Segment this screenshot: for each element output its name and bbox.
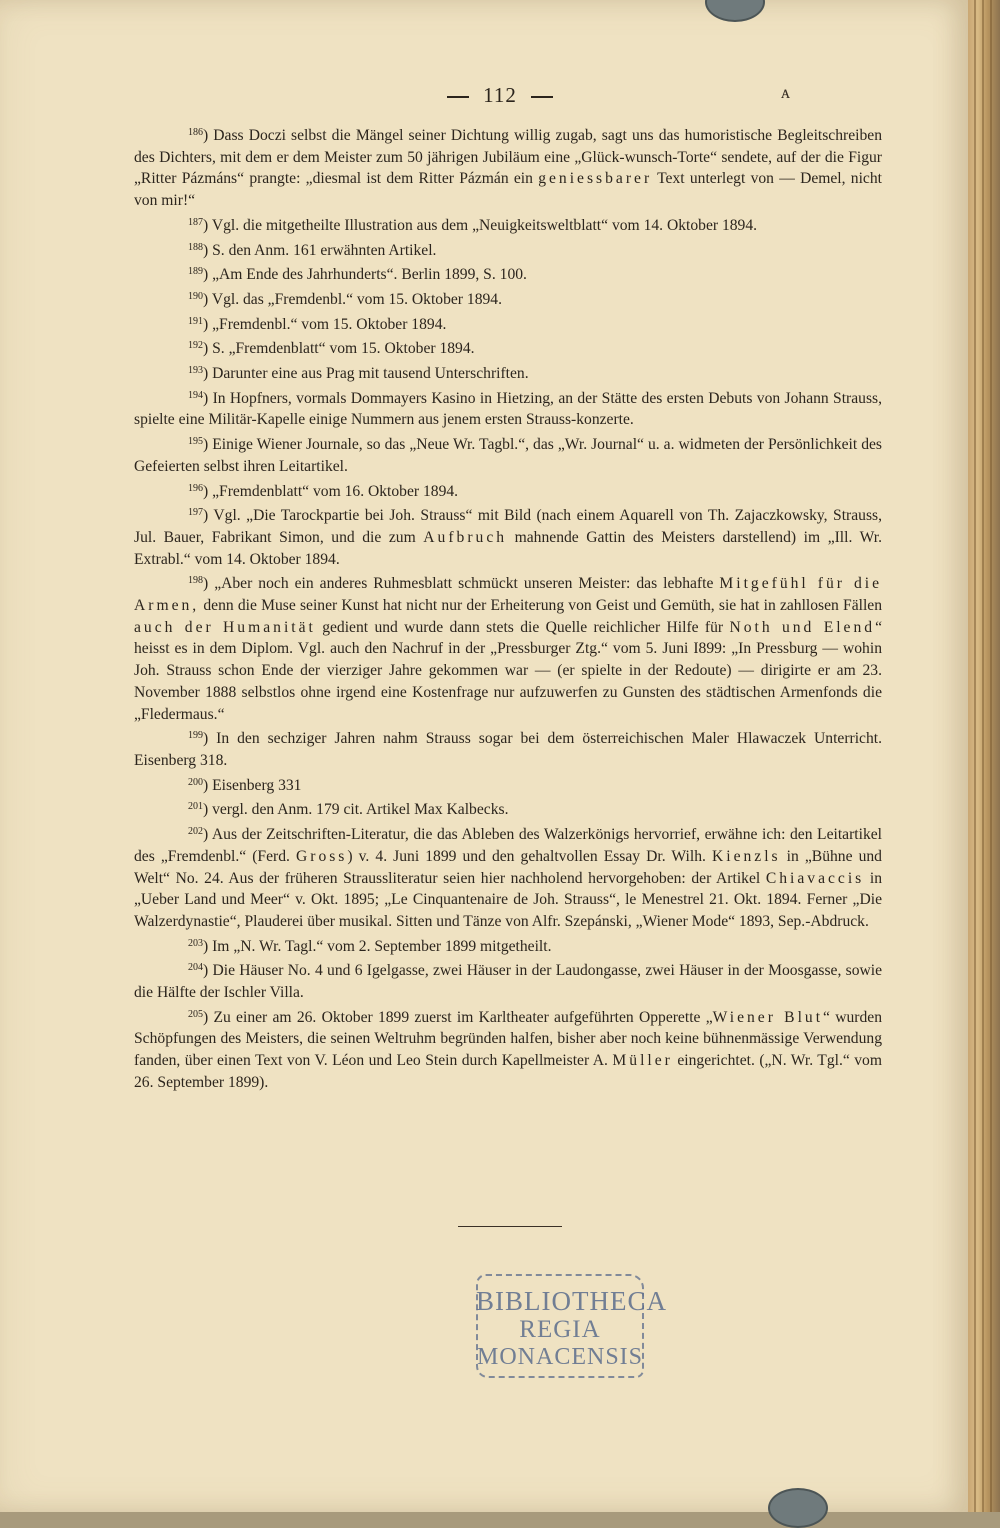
footnote <box>134 335 882 360</box>
footnote-paren: ) <box>203 340 213 358</box>
footnote-text: ) v. 4. Juni 1899 und den gehaltvollen Essay Dr. Wilh. <box>347 847 712 865</box>
footnote <box>134 957 882 1003</box>
footnote-number: 203 <box>188 937 203 949</box>
spaced-text: Noth und Elend <box>729 618 876 636</box>
footnote-text: “ wurden Schöpfungen des Meisters, die seinen Weltruhm begründen halfen, bisher aber noch keine bühnenmässige Verwendung fanden, über einen Text von V. Léon und Leo Stein durch Kapellmeister A. <box>134 1008 883 1070</box>
footnote-paren: ) <box>203 482 213 500</box>
footnote-text: In Hopfners, vormals Dommayers Kasino in Hietzing, an der Stätte des ersten Debuts von Johann Strauss, spielte eine Militär-Kapelle einige Nummern aus jenem ersten Strauss-konzerte. <box>134 389 883 429</box>
footnote-paren: ) <box>203 1008 214 1026</box>
footnote-number: 201 <box>188 801 203 813</box>
footnote-paren: ) <box>203 290 212 308</box>
footnote-text: Im „N. Wr. Tagl.“ vom 2. September 1899 mitgetheilt. <box>212 937 552 955</box>
footnote <box>134 431 882 477</box>
footnote-paren: ) <box>203 507 214 525</box>
footnote <box>134 237 882 262</box>
footnote <box>134 502 882 570</box>
footnote-text: Darunter eine aus Prag mit tausend Unterschriften. <box>212 365 529 383</box>
footnote-text: „Fremdenbl.“ vom 15. Oktober 1894. <box>212 315 447 333</box>
footnote-number: 192 <box>188 340 203 352</box>
footnote-paren: ) <box>203 575 215 593</box>
footnote <box>134 286 882 311</box>
footnote-paren: ) <box>203 436 213 454</box>
footnote-text: vergl. den Anm. 179 cit. Artikel Max Kalbecks. <box>212 801 509 819</box>
footnote <box>134 122 882 212</box>
footnote-text: Vgl. die mitgetheilte Illustration aus dem „Neuigkeitsweltblatt“ vom 14. Oktober 1894. <box>211 216 758 234</box>
footnote-text: in „Ueber Land und Meer“ v. Okt. 1895; „Le Cinquantenaire de Joh. Strauss“, le Menestrel 21. Okt. 1894. Ferner „Die Walzerdynastie“, Plauderei über musikal. Sitten und Tänze von Alfr. Szepánski, „Wiener Mode“ 1893, Sep.-Abdruck. <box>134 869 882 930</box>
stamp-line-2: REGIA <box>519 1316 601 1343</box>
footnote-number: 194 <box>188 389 203 401</box>
spaced-text: Müller <box>612 1052 673 1070</box>
footnote-number: 188 <box>188 241 203 253</box>
footnote-text: Vgl. das „Fremdenbl.“ vom 15. Oktober 1894. <box>211 290 502 308</box>
header-dash-right <box>531 96 553 98</box>
footnote <box>134 261 882 286</box>
footnote-text: Eisenberg 331 <box>212 776 302 794</box>
footnote-paren: ) <box>203 241 213 259</box>
footnote-number: 199 <box>188 730 203 742</box>
footnote <box>134 821 882 933</box>
footnote-paren: ) <box>203 315 213 333</box>
footnote-number: 187 <box>188 216 203 228</box>
footnote-text: „Fremdenblatt“ vom 16. Oktober 1894. <box>212 482 459 500</box>
edge-line <box>974 0 976 1512</box>
footnote-number: 205 <box>188 1008 203 1020</box>
footnote-number: 204 <box>188 962 203 974</box>
footnote <box>134 933 882 958</box>
footnote <box>134 478 882 503</box>
footnote-text: eingerichtet. („N. Wr. Tgl.“ vom 26. September 1899). <box>134 1052 882 1091</box>
footnote-text: Dass Doczi selbst die Mängel seiner Dichtung willig zugab, sagt uns das humoristische Begleitschreiben des Dichters, mit dem er dem Meister zum 50 jährigen Jubiläum eine „Glück-wunsch-Torte“ sendete, auf der die Figur „Ritter Pázmáns“ prangte: „diesmal ist dem Ritter Pázmán ein <box>134 127 882 188</box>
footnote-text: Zu einer am 26. Oktober 1899 zuerst im Karltheater aufgeführten Opperette „ <box>213 1008 713 1026</box>
footnote-number: 198 <box>188 575 203 587</box>
footnote-text: Einige Wiener Journale, so das „Neue Wr. Tagbl.“, das „Wr. Journal“ u. a. widmeten der Persönlichkeit des Gefeierten selbst ihren Leitartikel. <box>134 436 882 475</box>
footnote-text: Aus der Zeitschriften-Literatur, die das Ableben des Walzerkönigs hervorrief, erwähne ich: den Leitartikel des „Fremdenbl.“ (Ferd. <box>134 826 882 865</box>
stamp-line-3: MONACENSIS <box>476 1344 644 1370</box>
corner-mark: ᴀ <box>781 82 791 102</box>
page-number: 112 <box>483 83 517 107</box>
spaced-text: Chiavaccis <box>765 869 865 887</box>
footnote-paren: ) <box>203 266 213 284</box>
footnote-text: „Am Ende des Jahrhunderts“. Berlin 1899, S. 100. <box>212 266 527 284</box>
footnote <box>134 570 882 725</box>
footnote <box>134 1004 882 1094</box>
footnote-number: 191 <box>188 315 203 327</box>
end-rule <box>458 1226 562 1227</box>
footnote-paren: ) <box>203 801 213 819</box>
footnote-number: 189 <box>188 266 203 278</box>
footnote <box>134 772 882 797</box>
footnote-text: gedient und wurde dann stets die Quelle reichlicher Hilfe für <box>315 618 730 636</box>
footnote-paren: ) <box>203 127 214 144</box>
footnote <box>134 360 882 385</box>
spaced-text: Aufbruch <box>423 528 508 546</box>
footnote-paren: ) <box>203 826 212 844</box>
footnote-text: Die Häuser No. 4 und 6 Igelgasse, zwei Häuser in der Laudongasse, zwei Häuser in der Moosgasse, sowie die Hälfte der Ischler Villa. <box>134 962 882 1002</box>
footnote-text: in „Bühne und Welt“ No. 24. Aus der früheren Straussliteratur seien hier nachholend hervorgehoben: der Artikel <box>134 847 882 887</box>
spaced-text: Mitgefühl für die Armen, <box>134 575 882 615</box>
footnote-text: denn die Muse seiner Kunst hat nicht nur der Erheiterung von Geist und Gemüth, sie hat in zahllosen Fällen <box>199 597 882 615</box>
footnote-text: S. „Fremdenblatt“ vom 15. Oktober 1894. <box>212 340 475 358</box>
footnote-text: Text unterlegt von — Demel, nicht von mir!“ <box>134 170 882 210</box>
footnote-number: 202 <box>188 826 203 838</box>
footnote-text: In den sechziger Jahren nahm Strauss sogar bei dem österreichischen Maler Hlawaczek Unterricht. Eisenberg 318. <box>134 730 883 769</box>
page-header <box>0 83 1000 108</box>
spaced-text: auch der Humanität <box>134 618 316 636</box>
footnote-number: 196 <box>188 482 203 494</box>
spaced-text: Gross <box>295 847 348 865</box>
footnotes-block <box>134 122 882 1094</box>
footnote-paren: ) <box>203 962 213 980</box>
footnote-number: 200 <box>188 776 203 788</box>
spaced-text: geniessbarer <box>538 170 653 188</box>
footnote <box>134 725 882 771</box>
footnote-paren: ) <box>203 730 217 748</box>
footnote-number: 193 <box>188 365 203 377</box>
footnote-text: mahnende Gattin des Meisters darstellend) im „Ill. Wr. Extrabl.“ vom 14. Oktober 1894. <box>134 528 882 568</box>
binding-tab-bottom <box>768 1488 828 1528</box>
footnote-number: 195 <box>188 436 203 448</box>
edge-line <box>990 0 992 1512</box>
header-dash-left <box>447 96 469 98</box>
footnote <box>134 796 882 821</box>
footnote-text: S. den Anm. 161 erwähnten Artikel. <box>212 241 437 259</box>
footnote-text: „Aber noch ein anderes Ruhmesblatt schmückt unseren Meister: das lebhafte <box>214 575 720 593</box>
footnote-text: “ heisst es in dem Diplom. Vgl. auch den Nachruf in der „Pressburger Ztg.“ vom 5. Juni I899: „In Pressburg — wohin Joh. Strauss schon Ende der vierziger Jahre gekommen war — (er spielte in der Redoute) — dirigirte er am 23. November 1888 selbstlos ohne irgend eine Kostenfrage nur aufzuwerfen zu Gunsten des städtischen Armenfonds die „Fledermaus.“ <box>134 618 882 723</box>
footnote-text: Vgl. „Die Tarockpartie bei Joh. Strauss“ mit Bild (nach einem Aquarell von Th. Zajaczkowsky, Strauss, Jul. Bauer, Fabrikant Simon, und die zum <box>134 507 882 546</box>
footnote-paren: ) <box>203 365 213 383</box>
stamp-line-1: BIBLIOTHECA <box>476 1286 667 1316</box>
spaced-text: Wiener Blut <box>712 1008 824 1026</box>
footnote <box>134 385 882 431</box>
footnote-number: 190 <box>188 290 203 302</box>
book-edge <box>968 0 1000 1512</box>
footnote-number: 197 <box>188 507 203 519</box>
footnote <box>134 311 882 336</box>
footnote-paren: ) <box>203 776 213 794</box>
spaced-text: Kienzls <box>711 847 781 865</box>
edge-line <box>982 0 984 1512</box>
footnote-paren: ) <box>203 937 213 955</box>
footnote <box>134 212 882 237</box>
footnote-paren: ) <box>203 216 212 234</box>
library-stamp <box>476 1266 667 1382</box>
footnote-number: 186 <box>188 127 203 138</box>
footnote-paren: ) <box>203 389 213 407</box>
